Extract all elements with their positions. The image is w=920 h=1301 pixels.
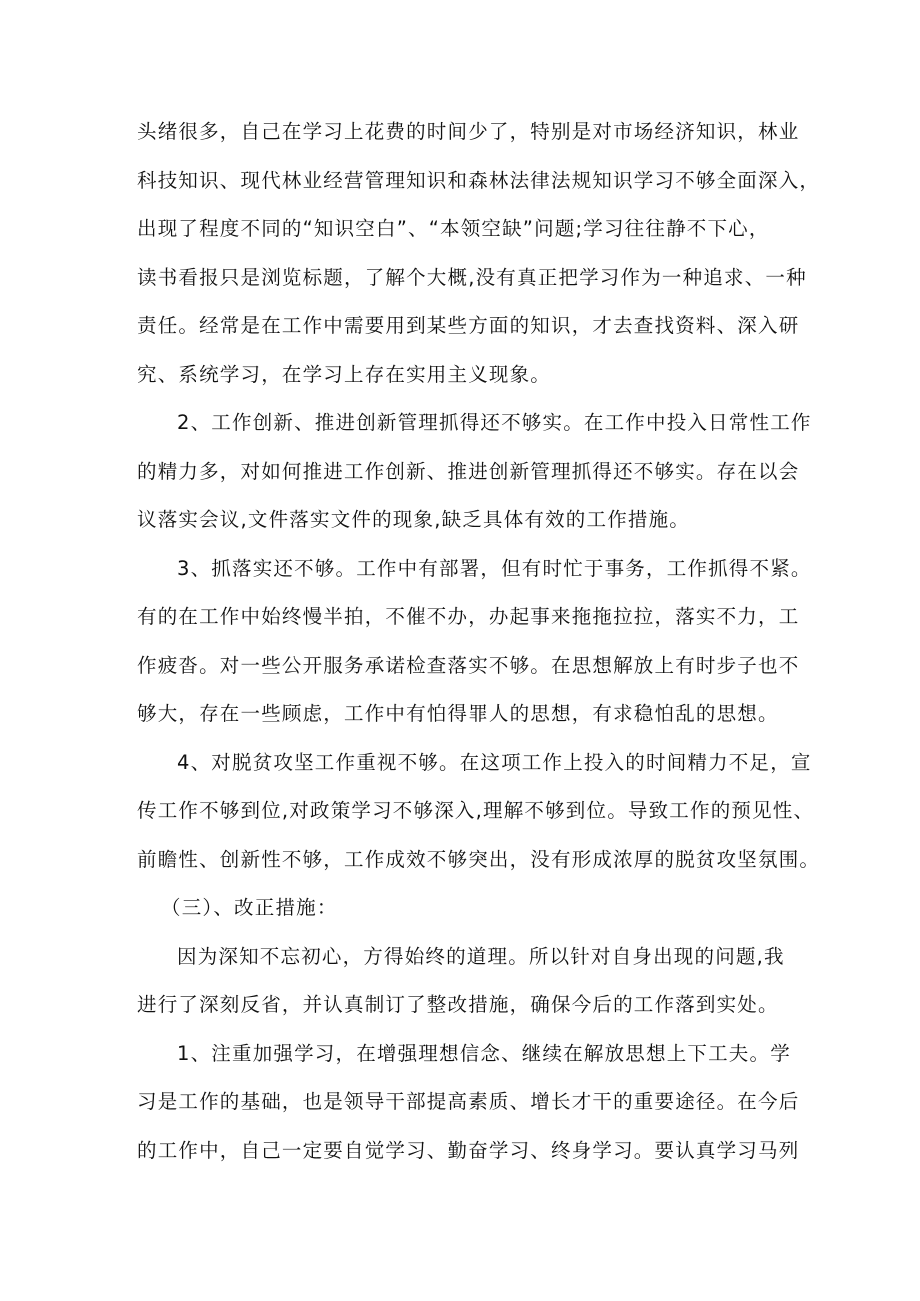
text-line: 进行了深刻反省，并认真制订了整改措施，确保今后的工作落到实处。 xyxy=(137,993,779,1016)
text-line: 头绪很多，自己在学习上花费的时间少了，特别是对市场经济知识，林业 xyxy=(137,120,800,143)
heading-line: （三）、改正措施： xyxy=(161,896,338,919)
text-line: 传工作不够到位,对政策学习不够深入,理解不够到位。导致工作的预见性、 xyxy=(137,799,815,822)
text-line: 4、对脱贫攻坚工作重视不够。在这项工作上投入的时间精力不足，宣 xyxy=(177,750,812,774)
document-body xyxy=(137,108,821,1175)
paragraph-item-4 xyxy=(137,739,821,885)
text-line: 习是工作的基础，也是领导干部提高素质、增长才干的重要途径。在今后 xyxy=(137,1090,800,1113)
text-line: 2、工作创新、推进创新管理抓得还不够实。在工作中投入日常性工作 xyxy=(177,411,812,434)
text-line: 究、系统学习，在学习上存在实用主义现象。 xyxy=(137,362,552,386)
text-line: 有的在工作中始终慢半拍，不催不办，办起事来拖拖拉拉，落实不力，工 xyxy=(137,605,800,628)
text-line: 1、注重加强学习，在增强理想信念、继续在解放思想上下工夫。学 xyxy=(177,1041,791,1065)
paragraph-learning-issue xyxy=(137,108,821,399)
text-line: 责任。经常是在工作中需要用到某些方面的知识，才去查找资料、深入研 xyxy=(137,314,800,337)
text-line: 读书看报只是浏览标题，了解个大概,没有真正把学习作为一种追求、一种 xyxy=(137,265,807,289)
text-line: 的精力多，对如何推进工作创新、推进创新管理抓得还不够实。存在以会 xyxy=(137,459,800,483)
text-line: 议落实会议,文件落实文件的现象,缺乏具体有效的工作措施。 xyxy=(137,508,690,531)
text-line: 够大，存在一些顾虑，工作中有怕得罪人的思想，有求稳怕乱的思想。 xyxy=(137,702,779,725)
text-line: 的工作中，自己一定要自觉学习、勤奋学习、终身学习。要认真学习马列 xyxy=(137,1138,800,1162)
paragraph-measure-1 xyxy=(137,1030,800,1176)
text-line: 前瞻性、创新性不够，工作成效不够突出，没有形成浓厚的脱贫攻坚氛围。 xyxy=(137,847,821,871)
text-line: 3、抓落实还不够。工作中有部署，但有时忙于事务，工作抓得不紧。 xyxy=(177,556,812,580)
paragraph-item-2 xyxy=(137,399,812,545)
paragraph-intro xyxy=(137,933,797,1030)
text-line: 科技知识、现代林业经营管理知识和森林法律法规知识学习不够全面深入， xyxy=(137,168,821,192)
text-line: 出现了程度不同的“知识空白”、“本领空缺”问题;学习往往静不下心， xyxy=(137,217,770,240)
text-line: 因为深知不忘初心，方得始终的道理。所以针对自身出现的问题,我 xyxy=(177,944,785,968)
paragraph-item-3 xyxy=(137,545,812,739)
section-heading-correction-measures xyxy=(137,884,797,933)
text-line: 作疲沓。对一些公开服务承诺检查落实不够。在思想解放上有时步子也不 xyxy=(137,653,800,677)
